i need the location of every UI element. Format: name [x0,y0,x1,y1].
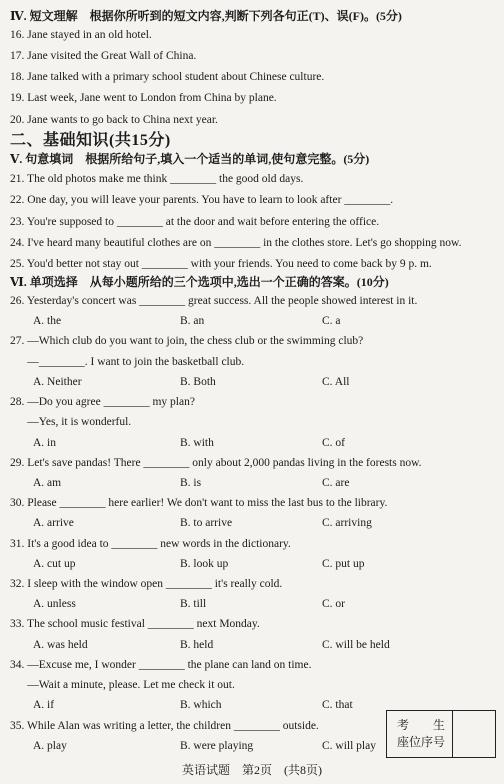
question-31 [10,538,498,571]
question-29 [10,457,498,490]
option-a: A. am [33,476,62,489]
option-b: B. till [180,598,207,611]
question-21: 21. The old photos make me think ________ the good old days. [10,173,304,186]
section4-list [10,29,498,127]
seat-label-line2: 座位序号 [397,735,446,749]
question-stem: 35. While Alan was writing a letter, the children ________ outside. [10,719,319,732]
option-c: C. will play [322,739,376,752]
question-19: 19. Last week, Jane went to London from China by plane. [10,92,277,105]
option-c: C. are [322,476,350,489]
question-18: 18. Jane talked with a primary school student about Chinese culture. [10,71,325,84]
question-17: 17. Jane visited the Great Wall of China. [10,50,197,63]
question-30 [10,497,498,530]
option-b: B. look up [180,557,229,570]
question-stem: 29. Let's save pandas! There ________ only about 2,000 pandas living in the forests now. [10,456,422,469]
option-a: A. unless [33,598,76,611]
section5-list [10,173,498,271]
question-33 [10,618,498,651]
option-b: B. held [180,638,214,651]
option-a: A. in [33,436,56,449]
question-20: 20. Jane wants to go back to China next year. [10,113,218,126]
seat-number-field[interactable] [453,711,495,757]
option-c: C. All [322,375,350,388]
option-a: A. cut up [33,557,76,570]
question-stem-line2: —________. I want to join the basketball club. [10,355,245,368]
question-stem: 27. —Which club do you want to join, the chess club or the swimming club? [10,335,364,348]
question-16: 16. Jane stayed in an old hotel. [10,28,152,41]
question-stem: 28. —Do you agree ________ my plan? [10,396,195,409]
question-27 [10,335,498,389]
seat-number-box [386,710,496,758]
exam-page [10,4,498,753]
option-b: B. Both [180,375,216,388]
option-c: C. arriving [322,517,372,530]
option-c: C. or [322,598,345,611]
seat-number-label [387,711,453,757]
option-b: B. were playing [180,739,254,752]
question-stem: 31. It's a good idea to ________ new words in the dictionary. [10,537,291,550]
question-28 [10,396,498,450]
part2-title: 二、基础知识(共15分) [10,131,171,149]
page-footer: 英语试题 第2页 (共8页) [182,763,322,777]
option-a: A. play [33,739,67,752]
option-a: A. was held [33,638,88,651]
option-c: C. will be held [322,638,390,651]
option-b: B. an [180,315,205,328]
option-b: B. to arrive [180,517,233,530]
option-a: A. the [33,315,62,328]
option-a: A. Neither [33,375,82,388]
option-b: B. which [180,699,222,712]
question-stem: 34. —Excuse me, I wonder ________ the plane can land on time. [10,658,312,671]
option-c: C. that [322,699,353,712]
question-34 [10,659,498,713]
option-c: C. of [322,436,345,449]
option-row [10,558,498,571]
option-c: C. put up [322,557,365,570]
question-26 [10,295,498,328]
section6-list [10,295,498,753]
question-32 [10,578,498,611]
question-stem-line2: —Yes, it is wonderful. [10,416,132,429]
option-row [10,598,498,611]
option-row [10,517,498,530]
question-24: 24. I've heard many beautiful clothes are on ________ in the clothes store. Let's go shopping now. [10,236,462,249]
option-row [10,639,498,652]
question-stem: 30. Please ________ here earlier! We don't want to miss the last bus to the library. [10,497,388,510]
section4-title: Ⅳ. 短文理解 根据你所听到的短文内容,判断下列各句正(T)、误(F)。(5分) [10,9,402,23]
question-stem: 32. I sleep with the window open ________ it's really cold. [10,578,283,591]
question-stem-line2: —Wait a minute, please. Let me check it out. [10,679,235,692]
question-22: 22. One day, you will leave your parents. You have to learn to look after ________. [10,194,394,207]
section6-title: Ⅵ. 单项选择 从每小题所给的三个选项中,选出一个正确的答案。(10分) [10,275,389,290]
option-row [10,477,498,490]
option-row [10,376,498,389]
section5-title: Ⅴ. 句意填词 根据所给句子,填入一个适当的单词,使句意完整。(5分) [10,152,370,167]
option-a: A. arrive [33,517,74,530]
option-c: C. a [322,315,341,328]
option-b: B. with [180,436,214,449]
option-b: B. is [180,476,202,489]
option-a: A. if [33,699,55,712]
option-row [10,437,498,450]
question-stem: 33. The school music festival ________ next Monday. [10,618,260,631]
question-23: 23. You're supposed to ________ at the door and wait before entering the office. [10,215,380,228]
question-25: 25. You'd better not stay out ________ with your friends. You need to come back by 9 p. m. [10,257,432,270]
option-row [10,315,498,328]
question-stem: 26. Yesterday's concert was ________ great success. All the people showed interest in it. [10,294,418,307]
seat-label-line1: 考 生 [397,718,446,733]
